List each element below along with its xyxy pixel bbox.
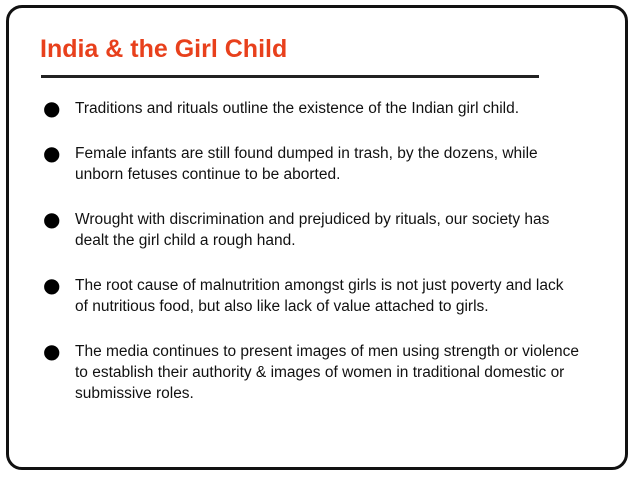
- bullet-icon: ●: [43, 141, 61, 165]
- slide-title: India & the Girl Child: [40, 35, 288, 63]
- bullet-icon: ●: [43, 273, 61, 297]
- bullet-line: The root cause of malnutrition amongst girls is not just poverty and lack: [75, 277, 564, 294]
- bullet-line: Wrought with discrimination and prejudiced by rituals, our society has: [75, 211, 550, 228]
- bullet-icon: ●: [43, 96, 61, 120]
- bullet-line: submissive roles.: [75, 385, 194, 402]
- bullet-line: The media continues to present images of men using strength or violence: [75, 343, 580, 360]
- bullet-item: [43, 341, 613, 404]
- bullet-line: unborn fetuses continue to be aborted.: [75, 166, 341, 183]
- bullet-icon: ●: [43, 207, 61, 231]
- bullet-icon: ●: [43, 339, 61, 363]
- bullet-line: Traditions and rituals outline the existence of the Indian girl child.: [75, 100, 520, 117]
- bullet-line: Female infants are still found dumped in trash, by the dozens, while: [75, 145, 538, 162]
- title-underline: [41, 75, 539, 78]
- bullet-item: [43, 98, 613, 119]
- bullet-item: [43, 143, 613, 185]
- bullet-line: of nutritious food, but also like lack of value attached to girls.: [75, 298, 489, 315]
- bullet-line: to establish their authority & images of women in traditional domestic or: [75, 364, 565, 381]
- bullet-item: [43, 209, 613, 251]
- bullet-line: dealt the girl child a rough hand.: [75, 232, 296, 249]
- bullet-list: [43, 98, 613, 404]
- slide-frame: [6, 5, 628, 470]
- bullet-item: [43, 275, 613, 317]
